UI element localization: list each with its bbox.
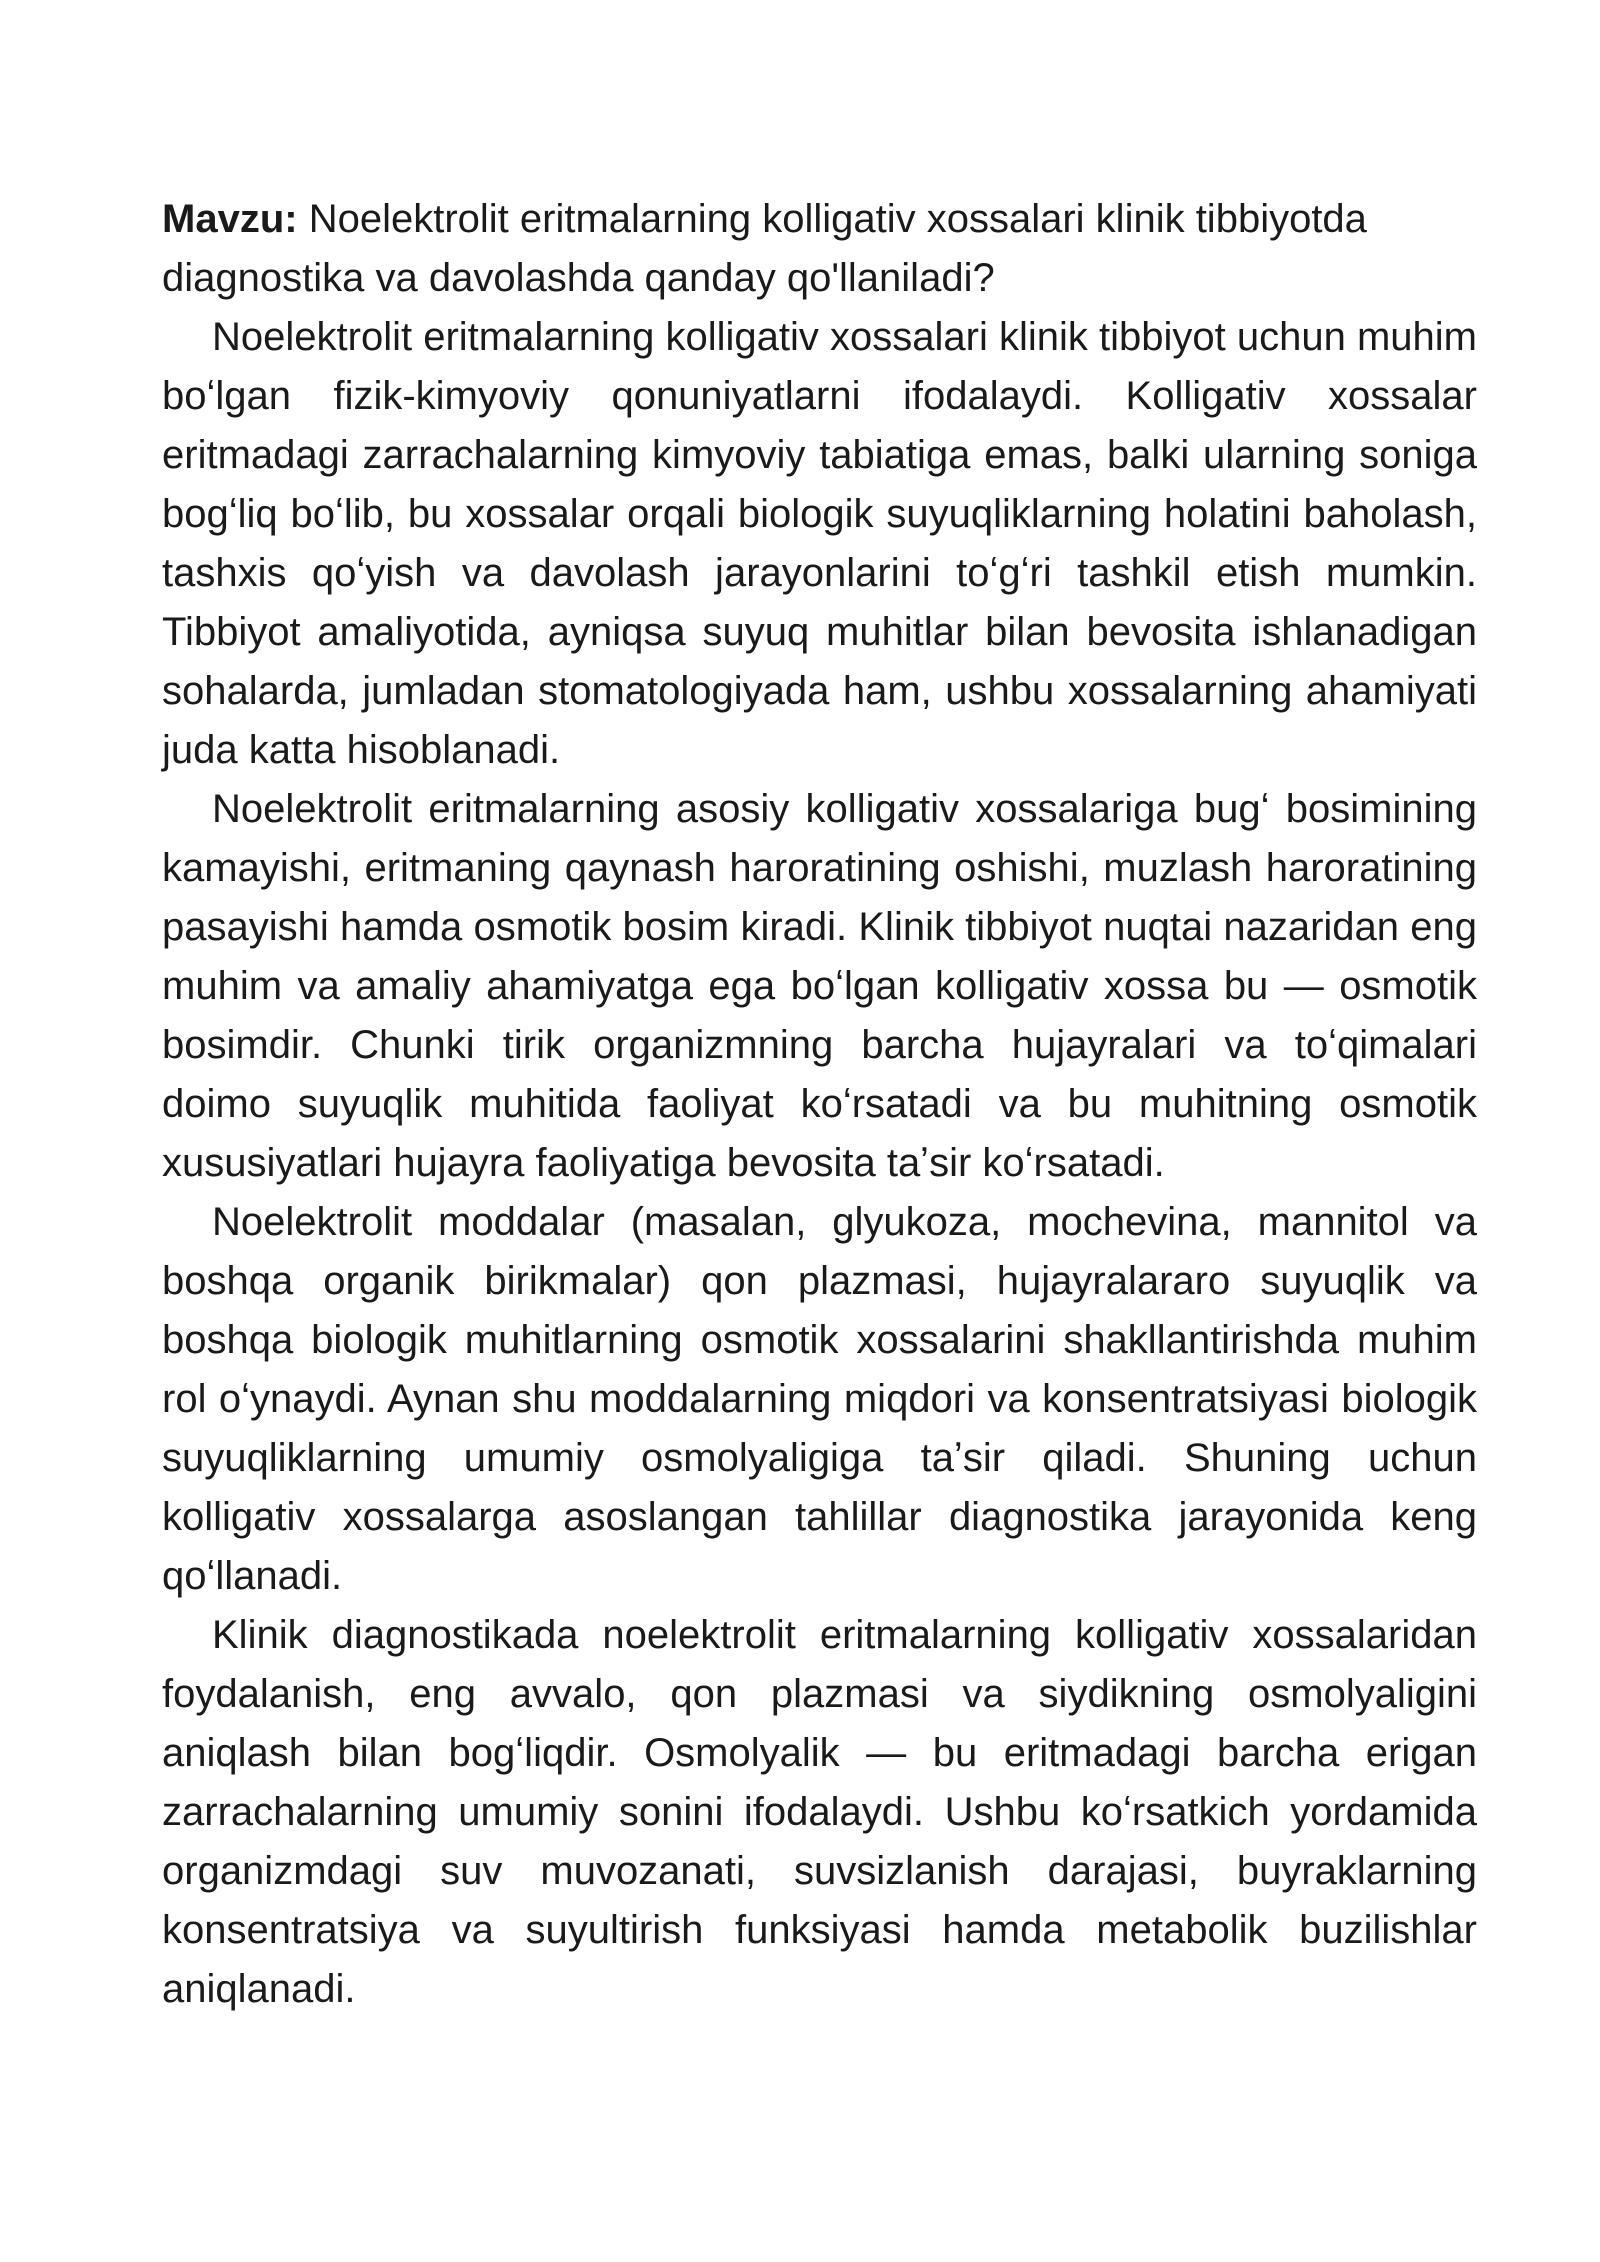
topic-label: Mavzu: [162,197,298,241]
paragraph-2: Noelektrolit eritmalarning asosiy kolligativ xossalariga bugʻ bosimining kamayishi, eritmaning qaynash haroratining oshishi, muzlash haroratining pasayishi hamda osmotik bosim kiradi. Klinik tibbiyot nuqtai nazaridan eng muhim va amaliy ahamiyatga ega boʻlgan kolligativ xossa bu — osmotik bosimdir. Chunki tirik organizmning barcha hujayralari va toʻqimalari doimo suyuqlik muhitida faoliyat koʻrsatadi va bu muhitning osmotik xususiyatlari hujayra faoliyatiga bevosita taʼsir koʻrsatadi. [162,787,1477,1185]
paragraph-1: Noelektrolit eritmalarning kolligativ xossalari klinik tibbiyot uchun muhim boʻlgan fizik-kimyoviy qonuniyatlarni ifodalaydi. Kolligativ xossalar eritmadagi zarrachalarning kimyoviy tabiatiga emas, balki ularning soniga bogʻliq boʻlib, bu xossalar orqali biologik suyuqliklarning holatini baholash, tashxis qoʻyish va davolash jarayonlarini toʻgʻri tashkil etish mumkin. Tibbiyot amaliyotida, ayniqsa suyuq muhitlar bilan bevosita ishlanadigan sohalarda, jumladan stomatologiyada ham, ushbu xossalarning ahamiyati juda katta hisoblanadi. [162,315,1477,772]
topic-text: Noelektrolit eritmalarning kolligativ xossalari klinik tibbiyotda diagnostika va davolashda qanday qo'llaniladi? [162,197,1367,300]
document-page [162,190,1477,2019]
topic-heading [162,190,1477,308]
paragraph-4: Klinik diagnostikada noelektrolit eritmalarning kolligativ xossalaridan foydalanish, eng avvalo, qon plazmasi va siydikning osmolyaligini aniqlash bilan bogʻliqdir. Osmolyalik — bu eritmadagi barcha erigan zarrachalarning umumiy sonini ifodalaydi. Ushbu koʻrsatkich yordamida organizmdagi suv muvozanati, suvsizlanish darajasi, buyraklarning konsentratsiya va suyultirish funksiyasi hamda metabolik buzilishlar aniqlanadi. [162,1613,1477,2011]
paragraph-3: Noelektrolit moddalar (masalan, glyukoza, mochevina, mannitol va boshqa organik birikmalar) qon plazmasi, hujayralararo suyuqlik va boshqa biologik muhitlarning osmotik xossalarini shakllantirishda muhim rol oʻynaydi. Aynan shu moddalarning miqdori va konsentratsiyasi biologik suyuqliklarning umumiy osmolyaligiga taʼsir qiladi. Shuning uchun kolligativ xossalarga asoslangan tahlillar diagnostika jarayonida keng qoʻllanadi. [162,1200,1477,1598]
